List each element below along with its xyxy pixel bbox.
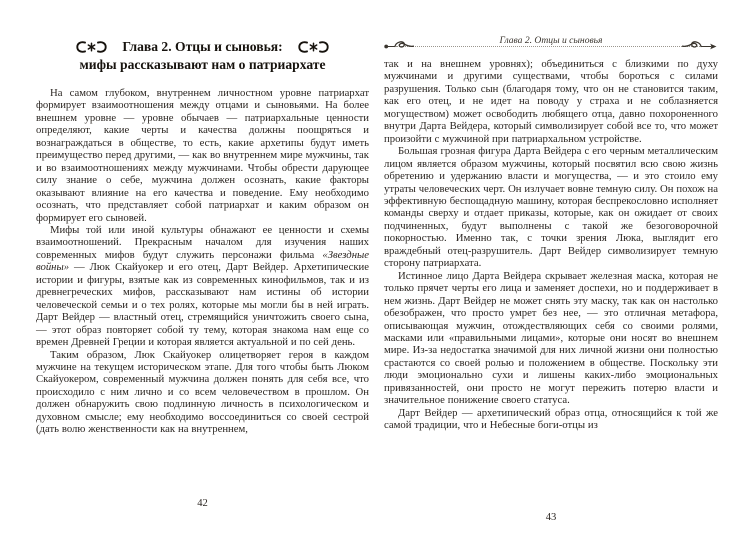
page-left xyxy=(36,38,369,436)
chapter-title-row xyxy=(36,38,369,56)
movie-title-italic: «Звездные войны» xyxy=(36,248,369,274)
page-number-right: 43 xyxy=(545,512,557,523)
chapter-title xyxy=(36,38,369,73)
chapter-ornament-left-icon xyxy=(76,41,107,53)
paragraph-text: Мифы той или иной культуры обнажают ее ценности и схемы взаимоотношений. Прекрасным началом для изучения наших современных мифов будут служить персонажи фильма xyxy=(36,223,369,261)
running-header-title: Глава 2. Отцы и сыновья xyxy=(499,35,603,46)
paragraph: Истинное лицо Дарта Вейдера скрывает железная маска, которая не только прячет черты его лица и заменяет доспехи, но и поддерживает в нем жизнь. Дарт Вейдер не может снять эту маску, так как он настолько обезображен, что просто умрет без нее, — это отличная метафора, описывающая мужчин, отождествляющих себя со своими ролями, масками или «правильными лицами», которые они носят во внешнем мире. Из-за недостатка значимой для них личной жизни они полностью срастаются со своей ролью и положением в обществе. Поскольку эти люди эмоционально сухи и лишены каких-либо эмоциональных привязанностей, они просто не могут пережить потерю власти и значительное понижение своего статуса. xyxy=(384,269,718,407)
paragraph xyxy=(36,224,369,349)
running-header xyxy=(384,30,718,52)
header-ornament-right-icon xyxy=(682,39,718,52)
paragraph: так и на внешнем уровнях); объединиться с близкими по духу мужчинами и другими существами, чтобы бороться с силами разрушения. Только сын (благодаря тому, что он не становится таким, как его отец, и не идет на поводу у страха и не соблазняется могуществом) может освободить любящего отца, давно похороненного внутри Дарта Вейдера, который символизирует собой все то, что может произойти с мужчиной при патриархальном устройстве. xyxy=(384,58,718,145)
chapter-ornament-right-icon xyxy=(298,41,329,53)
header-dotted-rule xyxy=(396,46,702,47)
paragraph-text: — Люк Скайуокер и его отец, Дарт Вейдер. Архетипические истории и фигуры, взятые как из современных кинофильмов, так и из древнегреческих мифов, рассказывают нам истины об истории человеческой семьи и о тех ролях, которые мы могли бы в ней играть. Дарт Вейдер — властный отец, стремящийся уничтожить своего сына, — этот образ повторяет собой ту тему, которая знакома нам еще со времен Древней Греции и которая является актуальной и по сей день. xyxy=(36,261,369,349)
page-right xyxy=(384,30,718,432)
paragraph: Таким образом, Люк Скайуокер олицетворяет героя в каждом мужчине на текущем историческом этапе. Для того чтобы быть Люком Скайуокером, современный мужчина должен понять для себя все, что происходило с ним лично и со всем человечеством в прошлом. Он должен обнаружить свою подлинную личность в психологическом и духовном смысле; ему необходимо воссоединиться со своей сестрой (дать волю женственности как на внутреннем, xyxy=(36,348,369,436)
paragraph: На самом глубоком, внутреннем личностном уровне патриархат формирует взаимоотношения между отцами и сыновьями. На более внешнем уровне — уровне обычаев — патриархальные ценности определяют, какие черты и качества должны поощряться и вознаграждаться в обществе, то есть, какие архетипы будут иметь преимущество перед другими, — как во внутреннем мире мужчины, так и во взаимоотношениях между мужчинами. Чтобы обрести дарующее силу знание о себе, мужчина должен осознать, какие факторы оказывают влияние на его качества и поведение. Ему необходимо осознать, что представляет собой патриархат и каким образом он формирует его сыновей. xyxy=(36,87,369,224)
chapter-title-line2: мифы рассказывают нам о патриархате xyxy=(79,56,326,72)
chapter-title-line1: Глава 2. Отцы и сыновья: xyxy=(122,39,283,54)
page-number-left: 42 xyxy=(197,498,208,509)
paragraph: Дарт Вейдер — архетипический образ отца, относящийся к той же самой традиции, что и Небесные боги-отцы из xyxy=(384,406,718,432)
paragraph: Большая грозная фигура Дарта Вейдера с его черным металлическим лицом является образом мужчины, который посвятил всю свою жизнь обретению и удержанию власти и могущества, — и это стоило ему утраты человеческих черт. Он излучает вовне темную силу. Он похож на эффективную беспощадную машину, которая беспрекословно исполняет команды сверху и отдает приказы, которые, как он ожидает от своих подчиненных, будут выполнены с такой же безоговорочной покорностью. Именно так, с точки зрения Люка, выглядит его враждебный отец-разрушитель. Дарт Вейдер символизирует темную сторону патриархата. xyxy=(384,145,718,270)
